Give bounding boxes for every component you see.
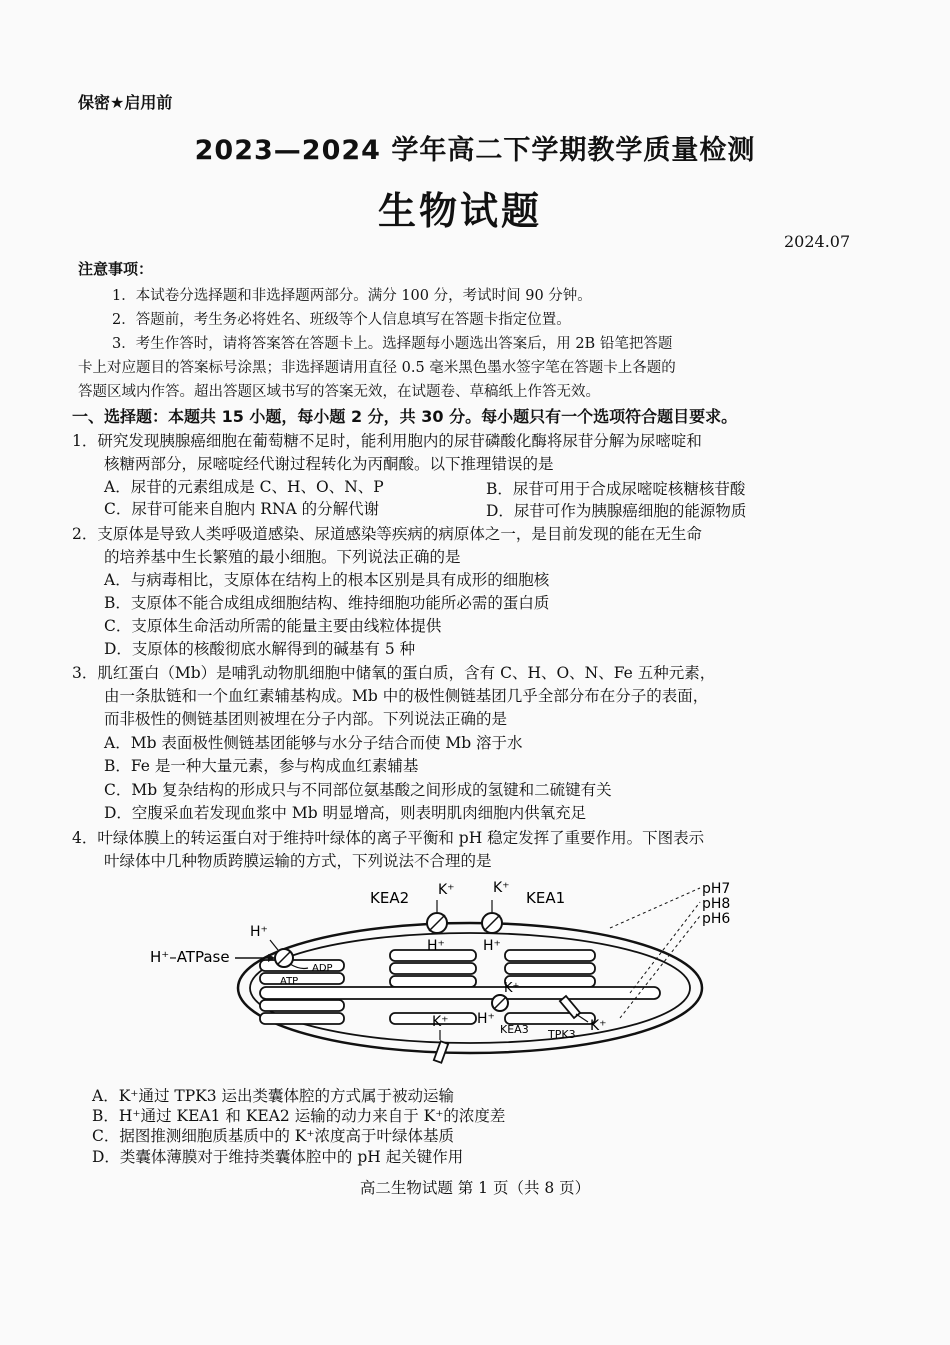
option-a: A．K⁺通过 TPK3 运出类囊体腔的方式属于被动运输 [92, 1087, 455, 1105]
adp-label: ADP [312, 963, 333, 974]
question-line: 由一条肽链和一个血红素辅基构成。Mb 中的极性侧链基团几乎全部分布在分子的表面， [104, 687, 709, 705]
kea3-transporter [492, 995, 508, 1011]
option-d: D．尿苷可作为胰腺癌细胞的能源物质 [486, 502, 747, 520]
option-d: D．类囊体薄膜对于维持类囊体腔中的 pH 起关键作用 [92, 1148, 464, 1166]
h-ion-label: H⁺ [483, 938, 501, 954]
question-line: 核糖两部分，尿嘧啶经代谢过程转化为丙酮酸。以下推理错误的是 [104, 455, 554, 473]
note-item: 2．答题前，考生务必将姓名、班级等个人信息填写在答题卡指定位置。 [112, 312, 571, 328]
question-line: 的培养基中生长繁殖的最小细胞。下列说法正确的是 [104, 548, 461, 566]
option-b: B．尿苷可用于合成尿嘧啶核糖核苷酸 [486, 480, 746, 498]
option-a: A．与病毒相比，支原体在结构上的根本区别是具有成形的细胞核 [104, 571, 550, 589]
ph7-label: pH7 [702, 881, 731, 897]
ph8-pointer [630, 902, 700, 993]
note-item: 答题区域内作答。超出答题区域书写的答案无效，在试题卷、草稿纸上作答无效。 [78, 384, 600, 400]
k-ion-label: K⁺ [493, 880, 510, 896]
h-ion-label: H⁺ [427, 938, 445, 954]
question-line: 3．肌红蛋白（Mb）是哺乳动物肌细胞中储氧的蛋白质，含有 C、H、O、N、Fe 五种元素， [72, 664, 716, 682]
question-line: 而非极性的侧链基团则被埋在分子内部。下列说法正确的是 [104, 710, 508, 728]
confidential-label: 保密★启用前 [78, 93, 173, 112]
exam-title: 2023—2024 学年高二下学期教学质量检测 [194, 135, 756, 166]
kea1-transporter [482, 900, 502, 933]
stroma-lamella [260, 987, 660, 999]
option-c: C．尿苷可能来自胞内 RNA 的分解代谢 [104, 500, 380, 518]
question-line: 2．支原体是导致人类呼吸道感染、尿道感染等疾病的病原体之一，是目前发现的能在无生命 [72, 525, 702, 543]
h-ion-label: H⁺ [250, 924, 268, 940]
kea3-label: KEA3 [500, 1023, 529, 1036]
question-line: 叶绿体中几种物质跨膜运输的方式，下列说法不合理的是 [104, 852, 492, 870]
option-c: C．据图推测细胞质基质中的 K⁺浓度高于叶绿体基质 [92, 1127, 455, 1145]
option-d: D．支原体的核酸彻底水解得到的碱基有 5 种 [104, 640, 416, 658]
kea1-label: KEA1 [526, 889, 566, 907]
question-line: 1．研究发现胰腺癌细胞在葡萄糖不足时，能利用胞内的尿苷磷酸化酶将尿苷分解为尿嘧啶和 [72, 432, 702, 450]
atp-label: ATP [280, 976, 299, 987]
envelope-k-channel [434, 1030, 448, 1063]
note-item: 卡上对应题目的答案标号涂黑；非选择题请用直径 0.5 毫米黑色墨水签字笔在答题卡上各题的 [78, 360, 676, 376]
notes-heading: 注意事项： [78, 260, 154, 278]
option-a: A．Mb 表面极性侧链基团能够与水分子结合而使 Mb 溶于水 [104, 734, 523, 752]
k-ion-label: K⁺ [504, 981, 520, 996]
question-line: 4．叶绿体膜上的转运蛋白对于维持叶绿体的离子平衡和 pH 稳定发挥了重要作用。下图表示 [72, 829, 705, 847]
tpk3-label: TPK3 [548, 1028, 576, 1041]
k-ion-label: K⁺ [590, 1018, 607, 1034]
kea2-transporter [427, 900, 447, 933]
ph6-label: pH6 [702, 911, 731, 927]
kea2-label: KEA2 [370, 889, 410, 907]
chloroplast-diagram [140, 878, 840, 1083]
option-b: B．H⁺通过 KEA1 和 KEA2 运输的动力来自于 K⁺的浓度差 [92, 1107, 506, 1125]
option-a: A．尿苷的元素组成是 C、H、O、N、P [104, 478, 384, 496]
ph8-label: pH8 [702, 896, 731, 912]
ph7-pointer [610, 888, 700, 928]
section-heading: 一、选择题：本题共 15 小题，每小题 2 分，共 30 分。每小题只有一个选项符合题目要求。 [72, 407, 738, 426]
k-ion-label: K⁺ [432, 1014, 449, 1030]
option-c: C．Mb 复杂结构的形成只与不同部位氨基酸之间形成的氢键和二硫键有关 [104, 781, 612, 799]
h-ion-label: H⁺ [477, 1011, 495, 1027]
option-b: B．支原体不能合成组成细胞结构、维持细胞功能所必需的蛋白质 [104, 594, 550, 612]
page-footer: 高二生物试题 第 1 页（共 8 页） [359, 1179, 591, 1197]
option-d: D．空腹采血若发现血浆中 Mb 明显增高，则表明肌肉细胞内供氧充足 [104, 804, 587, 822]
exam-date: 2024.07 [784, 232, 851, 251]
k-ion-label: K⁺ [438, 882, 455, 898]
option-b: B．Fe 是一种大量元素，参与构成血红素辅基 [104, 757, 419, 775]
option-c: C．支原体生命活动所需的能量主要由线粒体提供 [104, 617, 442, 635]
subject-title: 生物试题 [377, 189, 542, 233]
atpase-label: H⁺–ATPase [150, 948, 230, 966]
note-item: 1．本试卷分选择题和非选择题两部分。满分 100 分，考试时间 90 分钟。 [112, 288, 592, 304]
note-item: 3．考生作答时，请将答案答在答题卡上。选择题每小题选出答案后，用 2B 铅笔把答题 [112, 336, 673, 352]
